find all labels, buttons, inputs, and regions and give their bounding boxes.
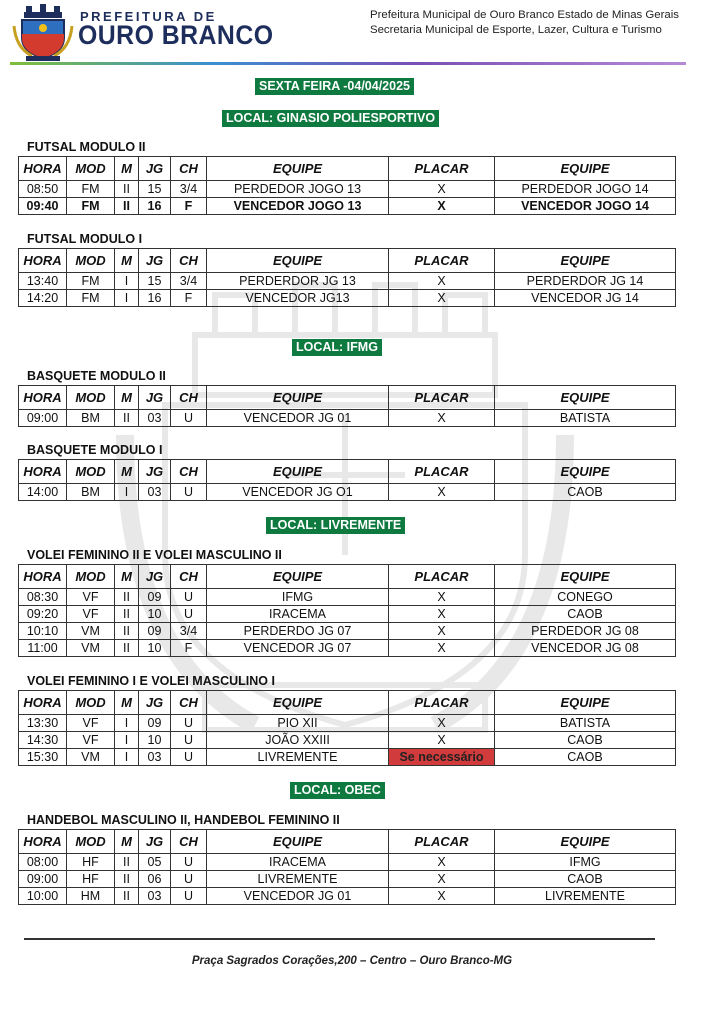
cell-equipe-1: JOÃO XXIII xyxy=(207,732,389,749)
cell-hora: 10:00 xyxy=(19,888,67,905)
cell-mod: VM xyxy=(67,749,115,766)
cell-ch: U xyxy=(171,749,207,766)
col-equipe-2: EQUIPE xyxy=(495,460,676,484)
col-mod: MOD xyxy=(67,691,115,715)
table-row xyxy=(19,484,676,501)
cell-equipe-2: PERDERDOR JG 14 xyxy=(495,273,676,290)
cell-hora: 09:00 xyxy=(19,871,67,888)
col-equipe-2: EQUIPE xyxy=(495,691,676,715)
table-row xyxy=(19,410,676,427)
cell-mod: HF xyxy=(67,854,115,871)
cell-hora: 13:30 xyxy=(19,715,67,732)
schedule-table-volei-2 xyxy=(18,564,676,657)
cell-equipe-2: LIVREMENTE xyxy=(495,888,676,905)
cell-equipe-2: CAOB xyxy=(495,484,676,501)
cell-equipe-1: VENCEDOR JG 01 xyxy=(207,888,389,905)
cell-equipe-1: VENCEDOR JOGO 13 xyxy=(207,198,389,215)
col-hora: HORA xyxy=(19,460,67,484)
logo-prefeitura-text: PREFEITURA DE xyxy=(80,9,217,24)
col-m: M xyxy=(115,157,139,181)
cell-jg: 03 xyxy=(139,410,171,427)
table-row xyxy=(19,181,676,198)
cell-mod: VM xyxy=(67,623,115,640)
col-placar: PLACAR xyxy=(389,386,495,410)
location-badge-ginasio: LOCAL: GINASIO POLIESPORTIVO xyxy=(222,110,439,127)
table-row xyxy=(19,715,676,732)
cell-hora: 08:50 xyxy=(19,181,67,198)
col-jg: JG xyxy=(139,157,171,181)
col-equipe-1: EQUIPE xyxy=(207,249,389,273)
cell-mod: VM xyxy=(67,640,115,657)
col-hora: HORA xyxy=(19,830,67,854)
cell-placar: X xyxy=(389,854,495,871)
cell-equipe-1: VENCEDOR JG 07 xyxy=(207,640,389,657)
col-placar: PLACAR xyxy=(389,157,495,181)
cell-jg: 09 xyxy=(139,589,171,606)
cell-ch: 3/4 xyxy=(171,273,207,290)
table-header-row xyxy=(19,157,676,181)
col-equipe-2: EQUIPE xyxy=(495,249,676,273)
cell-jg: 10 xyxy=(139,606,171,623)
col-hora: HORA xyxy=(19,691,67,715)
cell-equipe-1: VENCEDOR JG O1 xyxy=(207,484,389,501)
cell-placar: X xyxy=(389,871,495,888)
cell-ch: U xyxy=(171,871,207,888)
cell-equipe-2: BATISTA xyxy=(495,715,676,732)
col-placar: PLACAR xyxy=(389,830,495,854)
cell-m: I xyxy=(115,484,139,501)
cell-jg: 16 xyxy=(139,198,171,215)
cell-m: II xyxy=(115,198,139,215)
table-header-row xyxy=(19,249,676,273)
col-equipe-1: EQUIPE xyxy=(207,386,389,410)
col-jg: JG xyxy=(139,830,171,854)
col-jg: JG xyxy=(139,249,171,273)
col-mod: MOD xyxy=(67,249,115,273)
cell-m: I xyxy=(115,290,139,307)
cell-ch: U xyxy=(171,589,207,606)
cell-ch: U xyxy=(171,410,207,427)
cell-placar: X xyxy=(389,198,495,215)
col-placar: PLACAR xyxy=(389,691,495,715)
schedule-table-handebol xyxy=(18,829,676,905)
cell-equipe-2: VENCEDOR JOGO 14 xyxy=(495,198,676,215)
cell-equipe-1: PERDERDOR JG 13 xyxy=(207,273,389,290)
cell-m: II xyxy=(115,888,139,905)
location-badge-ifmg: LOCAL: IFMG xyxy=(292,339,382,356)
col-hora: HORA xyxy=(19,157,67,181)
col-equipe-2: EQUIPE xyxy=(495,157,676,181)
cell-hora: 11:00 xyxy=(19,640,67,657)
cell-mod: BM xyxy=(67,484,115,501)
col-m: M xyxy=(115,386,139,410)
col-mod: MOD xyxy=(67,460,115,484)
cell-placar: X xyxy=(389,181,495,198)
cell-m: I xyxy=(115,715,139,732)
table-row xyxy=(19,732,676,749)
cell-equipe-1: LIVREMENTE xyxy=(207,749,389,766)
cell-equipe-1: IFMG xyxy=(207,589,389,606)
cell-m: II xyxy=(115,623,139,640)
cell-jg: 15 xyxy=(139,181,171,198)
header-info-line-1: Prefeitura Municipal de Ouro Branco Estado de Minas Gerais xyxy=(370,9,679,21)
cell-mod: FM xyxy=(67,198,115,215)
cell-m: II xyxy=(115,589,139,606)
date-badge: SEXTA FEIRA -04/04/2025 xyxy=(255,78,414,95)
cell-jg: 05 xyxy=(139,854,171,871)
col-equipe-1: EQUIPE xyxy=(207,460,389,484)
table-row xyxy=(19,589,676,606)
page-header xyxy=(0,0,704,70)
cell-ch: U xyxy=(171,484,207,501)
cell-mod: VF xyxy=(67,715,115,732)
cell-jg: 09 xyxy=(139,623,171,640)
cell-ch: U xyxy=(171,606,207,623)
col-m: M xyxy=(115,830,139,854)
schedule-table-futsal-modulo-1 xyxy=(18,248,676,307)
cell-equipe-2: CAOB xyxy=(495,871,676,888)
col-hora: HORA xyxy=(19,565,67,589)
col-mod: MOD xyxy=(67,157,115,181)
col-ch: CH xyxy=(171,565,207,589)
col-equipe-1: EQUIPE xyxy=(207,830,389,854)
cell-mod: HM xyxy=(67,888,115,905)
col-equipe-1: EQUIPE xyxy=(207,565,389,589)
cell-jg: 03 xyxy=(139,749,171,766)
table-row xyxy=(19,273,676,290)
col-equipe-2: EQUIPE xyxy=(495,830,676,854)
location-badge-obec: LOCAL: OBEC xyxy=(290,782,385,799)
section-title-volei-1: VOLEI FEMININO I E VOLEI MASCULINO I xyxy=(27,674,275,688)
cell-equipe-2: VENCEDOR JG 08 xyxy=(495,640,676,657)
section-title-basquete-modulo-1: BASQUETE MODULO I xyxy=(27,443,163,457)
table-row xyxy=(19,888,676,905)
cell-placar: X xyxy=(389,640,495,657)
cell-equipe-1: VENCEDOR JG13 xyxy=(207,290,389,307)
cell-equipe-1: LIVREMENTE xyxy=(207,871,389,888)
cell-equipe-1: PERDERDO JG 07 xyxy=(207,623,389,640)
schedule-table-basquete-modulo-1 xyxy=(18,459,676,501)
cell-m: II xyxy=(115,854,139,871)
cell-jg: 15 xyxy=(139,273,171,290)
coat-of-arms-icon xyxy=(12,4,74,62)
cell-hora: 15:30 xyxy=(19,749,67,766)
table-header-row xyxy=(19,830,676,854)
logo-city-name: OURO BRANCO xyxy=(78,20,274,50)
table-header-row xyxy=(19,460,676,484)
cell-ch: 3/4 xyxy=(171,623,207,640)
cell-jg: 16 xyxy=(139,290,171,307)
col-ch: CH xyxy=(171,249,207,273)
cell-placar: X xyxy=(389,623,495,640)
header-divider xyxy=(10,62,686,65)
cell-m: II xyxy=(115,606,139,623)
col-jg: JG xyxy=(139,565,171,589)
cell-mod: HF xyxy=(67,871,115,888)
col-mod: MOD xyxy=(67,386,115,410)
cell-equipe-1: PIO XII xyxy=(207,715,389,732)
cell-hora: 09:00 xyxy=(19,410,67,427)
cell-placar: X xyxy=(389,484,495,501)
cell-hora: 08:00 xyxy=(19,854,67,871)
cell-ch: F xyxy=(171,198,207,215)
col-equipe-2: EQUIPE xyxy=(495,386,676,410)
cell-ch: U xyxy=(171,732,207,749)
col-mod: MOD xyxy=(67,565,115,589)
schedule-table-futsal-modulo-2 xyxy=(18,156,676,215)
section-title-basquete-modulo-2: BASQUETE MODULO II xyxy=(27,369,166,383)
cell-ch: F xyxy=(171,290,207,307)
col-jg: JG xyxy=(139,386,171,410)
section-title-handebol: HANDEBOL MASCULINO II, HANDEBOL FEMININO II xyxy=(27,813,340,827)
col-jg: JG xyxy=(139,460,171,484)
section-title-volei-2: VOLEI FEMININO II E VOLEI MASCULINO II xyxy=(27,548,282,562)
col-m: M xyxy=(115,249,139,273)
col-hora: HORA xyxy=(19,249,67,273)
cell-placar: X xyxy=(389,273,495,290)
table-row xyxy=(19,749,676,766)
table-row xyxy=(19,871,676,888)
table-row xyxy=(19,606,676,623)
cell-ch: 3/4 xyxy=(171,181,207,198)
cell-m: II xyxy=(115,410,139,427)
col-m: M xyxy=(115,565,139,589)
col-placar: PLACAR xyxy=(389,565,495,589)
table-row xyxy=(19,640,676,657)
table-header-row xyxy=(19,691,676,715)
cell-m: I xyxy=(115,749,139,766)
col-equipe-1: EQUIPE xyxy=(207,691,389,715)
cell-placar-highlight: Se necessário xyxy=(389,749,495,766)
col-ch: CH xyxy=(171,460,207,484)
col-ch: CH xyxy=(171,691,207,715)
cell-equipe-2: CONEGO xyxy=(495,589,676,606)
col-m: M xyxy=(115,691,139,715)
col-equipe-2: EQUIPE xyxy=(495,565,676,589)
cell-jg: 09 xyxy=(139,715,171,732)
cell-equipe-2: BATISTA xyxy=(495,410,676,427)
cell-m: I xyxy=(115,732,139,749)
cell-mod: FM xyxy=(67,290,115,307)
col-hora: HORA xyxy=(19,386,67,410)
cell-hora: 09:40 xyxy=(19,198,67,215)
cell-equipe-1: VENCEDOR JG 01 xyxy=(207,410,389,427)
cell-equipe-1: PERDEDOR JOGO 13 xyxy=(207,181,389,198)
section-title-futsal-modulo-1: FUTSAL MODULO I xyxy=(27,232,143,246)
cell-jg: 03 xyxy=(139,888,171,905)
col-equipe-1: EQUIPE xyxy=(207,157,389,181)
col-placar: PLACAR xyxy=(389,460,495,484)
cell-equipe-1: IRACEMA xyxy=(207,606,389,623)
cell-m: II xyxy=(115,640,139,657)
col-jg: JG xyxy=(139,691,171,715)
cell-equipe-1: IRACEMA xyxy=(207,854,389,871)
cell-equipe-2: IFMG xyxy=(495,854,676,871)
location-badge-livremente: LOCAL: LIVREMENTE xyxy=(266,517,405,534)
cell-equipe-2: PERDEDOR JG 08 xyxy=(495,623,676,640)
table-row xyxy=(19,623,676,640)
cell-placar: X xyxy=(389,732,495,749)
cell-equipe-2: CAOB xyxy=(495,606,676,623)
table-row xyxy=(19,854,676,871)
cell-hora: 14:30 xyxy=(19,732,67,749)
header-info xyxy=(370,8,679,38)
header-info-line-2: Secretaria Municipal de Esporte, Lazer, Cultura e Turismo xyxy=(370,24,662,36)
cell-hora: 14:00 xyxy=(19,484,67,501)
cell-placar: X xyxy=(389,589,495,606)
cell-mod: VF xyxy=(67,589,115,606)
cell-equipe-2: VENCEDOR JG 14 xyxy=(495,290,676,307)
table-header-row xyxy=(19,386,676,410)
col-placar: PLACAR xyxy=(389,249,495,273)
cell-jg: 06 xyxy=(139,871,171,888)
cell-m: II xyxy=(115,871,139,888)
cell-mod: VF xyxy=(67,606,115,623)
cell-mod: FM xyxy=(67,181,115,198)
cell-placar: X xyxy=(389,715,495,732)
col-ch: CH xyxy=(171,830,207,854)
cell-hora: 09:20 xyxy=(19,606,67,623)
schedule-table-volei-1 xyxy=(18,690,676,766)
cell-m: II xyxy=(115,181,139,198)
table-row xyxy=(19,290,676,307)
cell-mod: VF xyxy=(67,732,115,749)
schedule-table-basquete-modulo-2 xyxy=(18,385,676,427)
col-ch: CH xyxy=(171,386,207,410)
cell-equipe-2: PERDEDOR JOGO 14 xyxy=(495,181,676,198)
table-header-row xyxy=(19,565,676,589)
cell-ch: U xyxy=(171,888,207,905)
col-mod: MOD xyxy=(67,830,115,854)
cell-placar: X xyxy=(389,290,495,307)
cell-ch: U xyxy=(171,854,207,871)
cell-placar: X xyxy=(389,888,495,905)
cell-m: I xyxy=(115,273,139,290)
col-m: M xyxy=(115,460,139,484)
section-title-futsal-modulo-2: FUTSAL MODULO II xyxy=(27,140,146,154)
cell-hora: 08:30 xyxy=(19,589,67,606)
col-ch: CH xyxy=(171,157,207,181)
cell-hora: 14:20 xyxy=(19,290,67,307)
cell-equipe-2: CAOB xyxy=(495,749,676,766)
cell-hora: 13:40 xyxy=(19,273,67,290)
cell-placar: X xyxy=(389,606,495,623)
cell-mod: BM xyxy=(67,410,115,427)
cell-mod: FM xyxy=(67,273,115,290)
cell-placar: X xyxy=(389,410,495,427)
cell-ch: U xyxy=(171,715,207,732)
cell-jg: 10 xyxy=(139,732,171,749)
footer-address: Praça Sagrados Corações,200 – Centro – Ouro Branco-MG xyxy=(191,955,513,967)
cell-jg: 10 xyxy=(139,640,171,657)
cell-ch: F xyxy=(171,640,207,657)
footer-divider xyxy=(24,938,655,940)
cell-hora: 10:10 xyxy=(19,623,67,640)
cell-equipe-2: CAOB xyxy=(495,732,676,749)
table-row xyxy=(19,198,676,215)
cell-jg: 03 xyxy=(139,484,171,501)
